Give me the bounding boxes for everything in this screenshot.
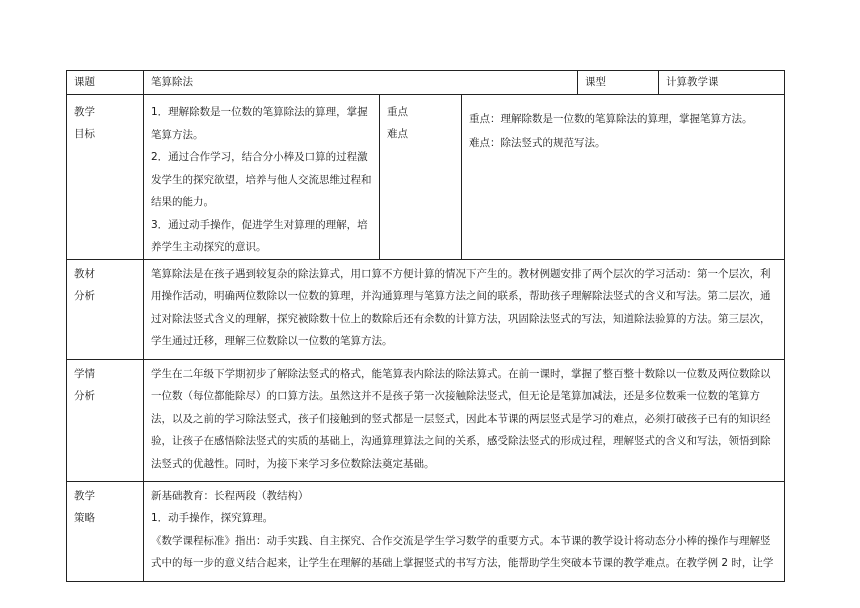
lesson-plan-table	[66, 70, 785, 582]
key-point-text: 重点：理解除数是一位数的笔算除法的算理，掌握笔算方法。	[469, 113, 753, 125]
header-row	[67, 71, 785, 95]
key-difficulty-labels: 重点 难点	[380, 95, 462, 260]
objective-item: 1．理解除数是一位数的笔算除法的算理，掌握笔算方法。	[151, 106, 368, 141]
strategy-text	[144, 481, 785, 581]
difficulty-text: 难点：除法竖式的规范写法。	[469, 137, 606, 149]
objectives-row	[67, 95, 785, 260]
course-label: 课题	[67, 71, 144, 95]
type-value: 计算教学课	[659, 71, 785, 95]
material-label: 教材 分析	[67, 259, 144, 359]
key-difficulty-content	[462, 95, 785, 260]
strategy-line: 新基础教育：长程两段（教结构）	[151, 489, 309, 502]
students-text: 学生在二年级下学期初步了解除法竖式的格式，能笔算表内除法的除法算式。在前一课时，掌握了整百整十数除以一位数及两位数除以一位数（每位都能除尽）的口算方法。虽然这并不是孩子第一次接触除法竖式，但无论是笔算加减法，还是多位数乘一位数的笔算方法，以及之前的学习除法竖式，孩子们接触到的竖式都是一层竖式，因此本节课的两层竖式是学习的难点，必须打破孩子已有的知识经验，让孩子在感悟除法竖式的实质的基础上，沟通算理算法之间的关系，感受除法竖式的形成过程，理解竖式的含义和写法，领悟到除法竖式的优越性。同时，为接下来学习多位数除法奠定基础。	[144, 359, 785, 481]
strategy-label: 教学 策略	[67, 481, 144, 581]
material-row	[67, 259, 785, 359]
students-row	[67, 359, 785, 481]
objective-item: 3．通过动手操作，促进学生对算理的理解，培养学生主动探究的意识。	[151, 218, 368, 253]
material-text: 笔算除法是在孩子遇到较复杂的除法算式，用口算不方便计算的情况下产生的。教材例题安排了两个层次的学习活动：第一个层次，利用操作活动，明确两位数除以一位数的算理，并沟通算理与笔算方法之间的联系，帮助孩子理解除法竖式的含义和写法。第二层次，通过对除法竖式含义的理解，探究被除数十位上的数除后还有余数的计算方法，巩固除法竖式的写法，知道除法验算的方法。第三层次，学生通过迁移，理解三位数除以一位数的笔算方法。	[144, 259, 785, 359]
strategy-line: 《数学课程标准》指出：动手实践、自主探究、合作交流是学生学习数学的重要方式。本节课的教学设计将动态分小棒的操作与理解竖式中的每一步的意义结合起来，让学生在理解的基础上掌握竖式的书写方法，能帮助学生突破本节课的教学难点。在教学例 2 时，让学	[151, 534, 774, 569]
objectives-list	[144, 95, 380, 260]
students-label: 学情 分析	[67, 359, 144, 481]
objective-item: 2．通过合作学习，结合分小棒及口算的过程激发学生的探究欲望，培养与他人交流思维过程和结果的能力。	[151, 151, 372, 208]
strategy-row	[67, 481, 785, 581]
strategy-line: 1．动手操作，探究算理。	[151, 512, 274, 524]
objectives-label: 教学 目标	[67, 95, 144, 260]
type-label: 课型	[578, 71, 659, 95]
course-value: 笔算除法	[144, 71, 578, 95]
